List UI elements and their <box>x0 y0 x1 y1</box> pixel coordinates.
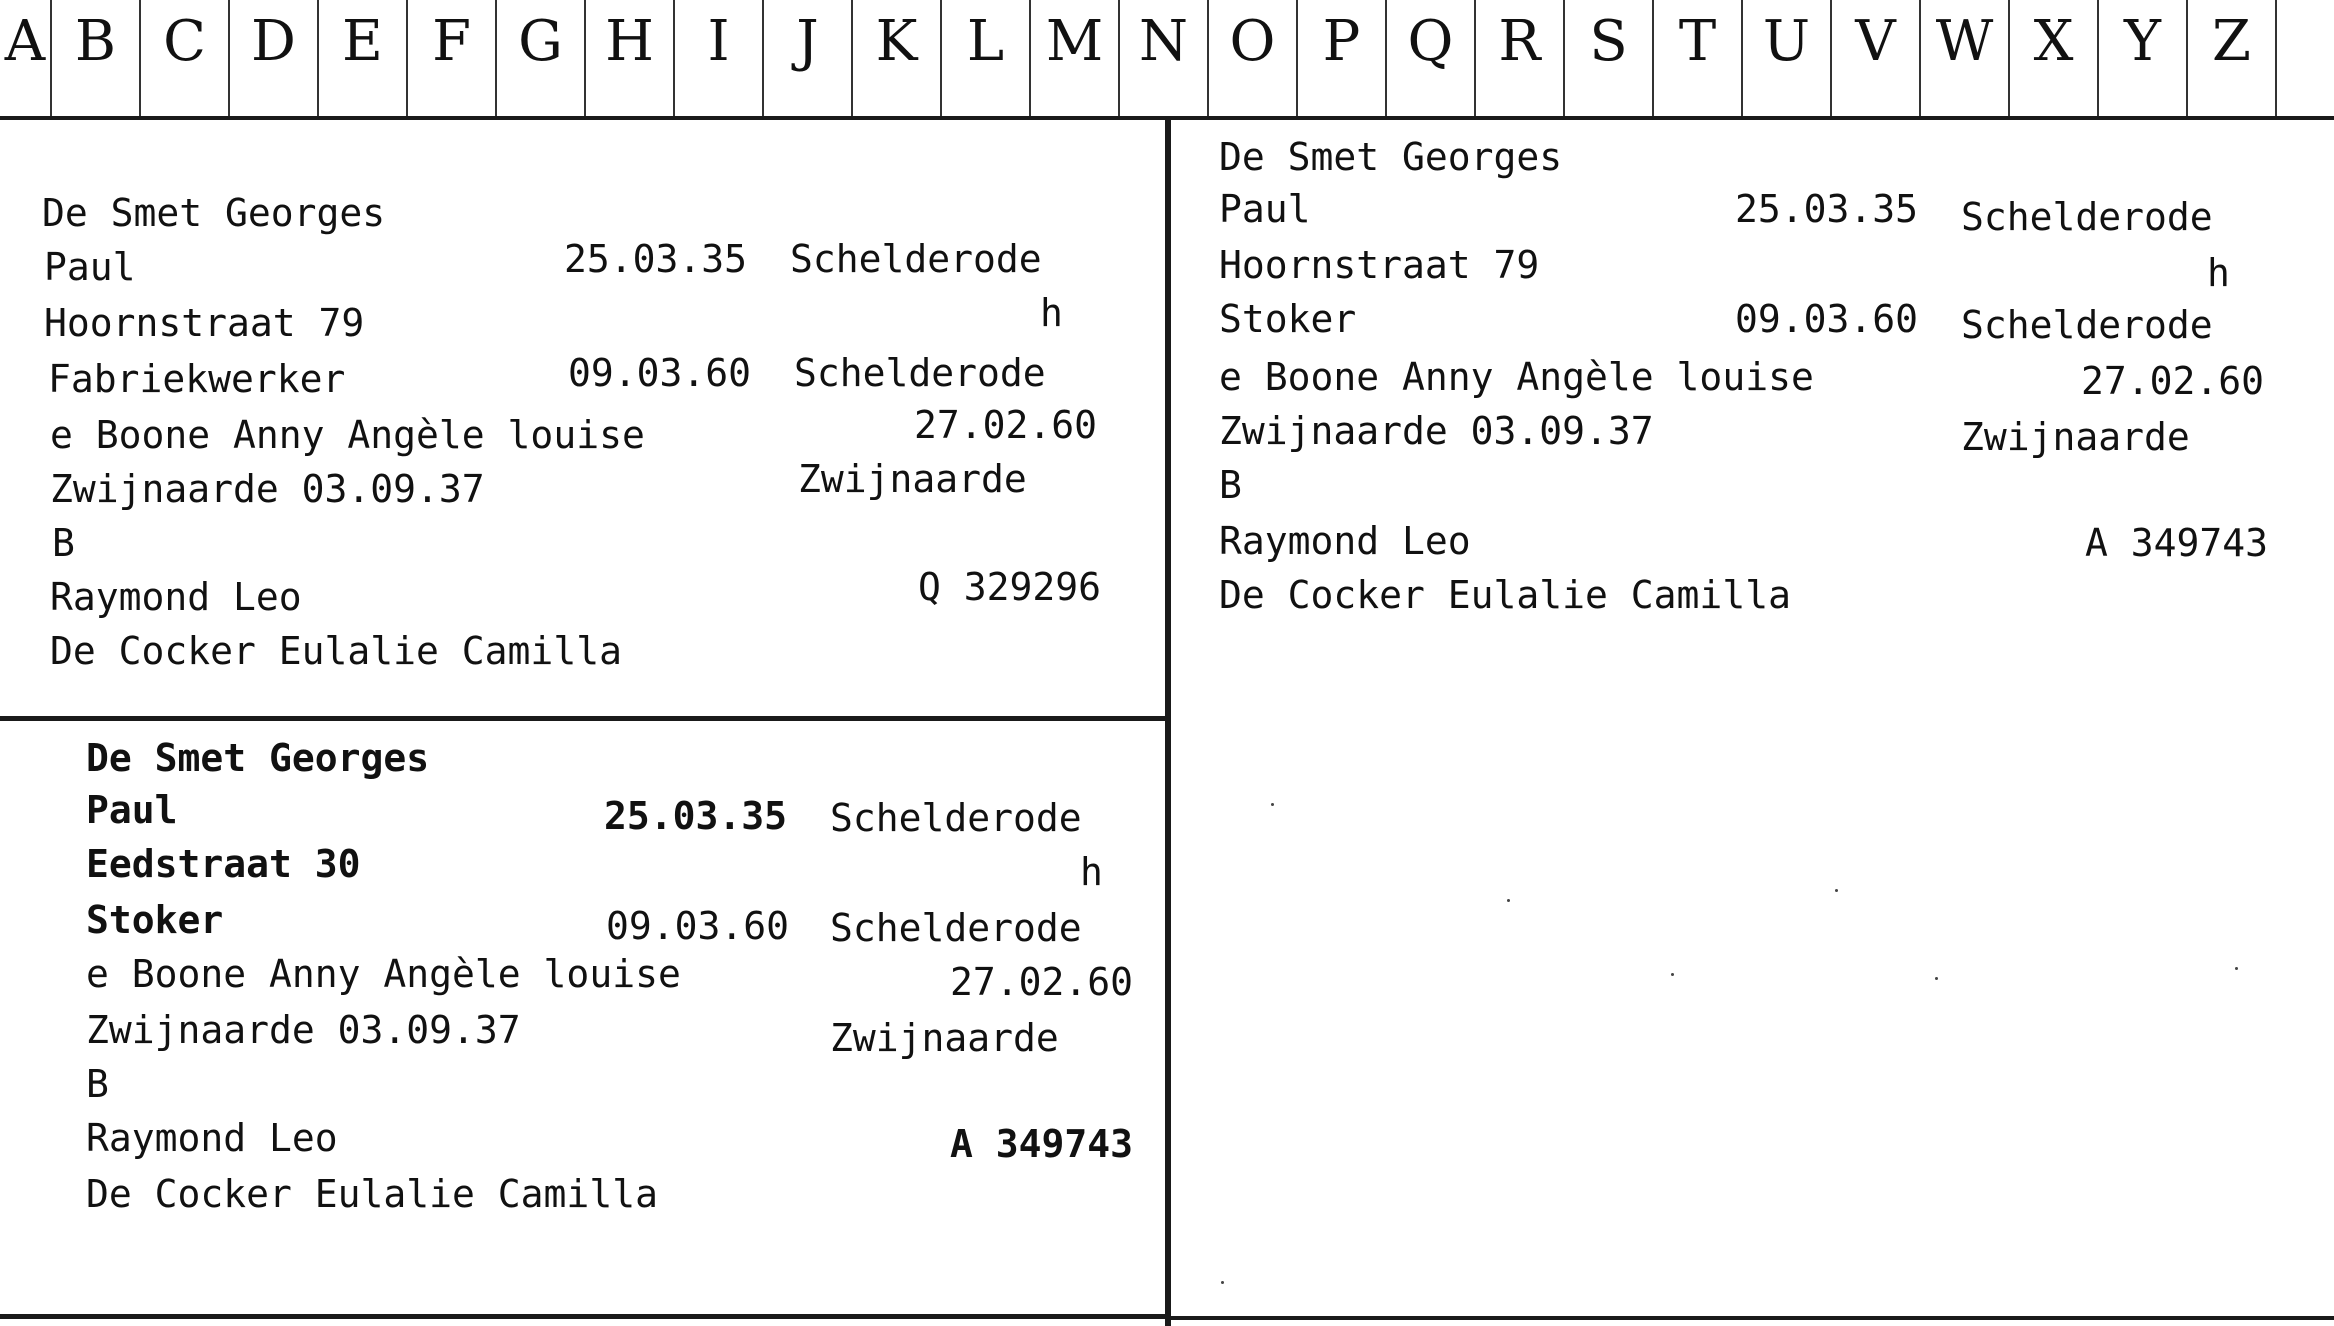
card-mother: De Cocker Eulalie Camilla <box>1219 573 1791 617</box>
alphabet-tab-k[interactable]: K <box>853 0 942 116</box>
alphabet-tab-d[interactable]: D <box>230 0 319 116</box>
card-marker: h <box>1040 291 1063 335</box>
card-first-name: Paul <box>1219 187 1311 231</box>
scan-speck <box>1671 973 1674 976</box>
card-id-number: Q 329296 <box>918 565 1102 609</box>
alphabet-tab-n[interactable]: N <box>1120 0 1209 116</box>
card-marriage-date: 09.03.60 <box>1735 297 1919 341</box>
card-id-number: A 349743 <box>2085 521 2269 565</box>
alphabet-tab-q[interactable]: Q <box>1387 0 1476 116</box>
card-marriage-date: 09.03.60 <box>568 351 752 395</box>
alphabet-tab-p[interactable]: P <box>1298 0 1387 116</box>
card-code: B <box>1219 463 1242 507</box>
card-spouse-birth: Zwijnaarde 03.09.37 <box>50 467 485 511</box>
card-marriage-place: Schelderode <box>794 351 1046 395</box>
card-marriage-place: Schelderode <box>830 906 1082 950</box>
card-marriage-place: Schelderode <box>1961 303 2213 347</box>
card-birth-date: 25.03.35 <box>604 794 788 838</box>
record-card-2 <box>1171 120 2334 716</box>
card-first-name: Paul <box>44 245 136 289</box>
card-spouse: e Boone Anny Angèle louise <box>1219 355 1814 399</box>
alphabet-tab-u[interactable]: U <box>1743 0 1832 116</box>
alphabet-tab-i[interactable]: I <box>675 0 764 116</box>
record-card-1 <box>0 120 1165 716</box>
card-spouse-place: Zwijnaarde <box>1961 415 2190 459</box>
alphabet-tab-l[interactable]: L <box>942 0 1031 116</box>
alphabet-tab-b[interactable]: B <box>52 0 141 116</box>
card-occupation: Stoker <box>86 898 224 942</box>
scan-speck <box>1221 1281 1224 1284</box>
scan-speck <box>1271 803 1274 806</box>
card-date-2: 27.02.60 <box>2081 359 2265 403</box>
card-spouse-place: Zwijnaarde <box>830 1016 1059 1060</box>
scan-speck <box>1835 889 1838 892</box>
card-birth-place: Schelderode <box>790 237 1042 281</box>
card-spouse: e Boone Anny Angèle louise <box>86 952 681 996</box>
card-spouse-birth: Zwijnaarde 03.09.37 <box>1219 409 1654 453</box>
card-father: Raymond Leo <box>86 1116 338 1160</box>
alphabet-tab-o[interactable]: O <box>1209 0 1298 116</box>
scan-speck <box>1935 977 1938 980</box>
alphabet-tab-x[interactable]: X <box>2010 0 2099 116</box>
card-birth-place: Schelderode <box>1961 195 2213 239</box>
record-card-3 <box>0 721 1165 1314</box>
card-address: Hoornstraat 79 <box>44 301 365 345</box>
card-date-2: 27.02.60 <box>914 403 1098 447</box>
alphabet-tab-t[interactable]: T <box>1654 0 1743 116</box>
alphabet-tab-m[interactable]: M <box>1031 0 1120 116</box>
alphabet-tab-g[interactable]: G <box>497 0 586 116</box>
card-mother: De Cocker Eulalie Camilla <box>86 1172 658 1216</box>
alphabet-tab-c[interactable]: C <box>141 0 230 116</box>
alphabet-tab-z[interactable]: Z <box>2188 0 2277 116</box>
card-marker: h <box>2207 251 2230 295</box>
card-first-name: Paul <box>86 788 178 832</box>
alphabet-tab-v[interactable]: V <box>1832 0 1921 116</box>
card-father: Raymond Leo <box>1219 519 1471 563</box>
scan-speck <box>1507 899 1510 902</box>
alphabet-tab-s[interactable]: S <box>1565 0 1654 116</box>
card-name: De Smet Georges <box>1219 135 1563 179</box>
card-spouse-birth: Zwijnaarde 03.09.37 <box>86 1008 521 1052</box>
alphabet-tab-w[interactable]: W <box>1921 0 2010 116</box>
card-marriage-date: 09.03.60 <box>606 904 790 948</box>
bottom-border-left <box>0 1314 1165 1319</box>
alphabet-tab-a[interactable]: A <box>0 0 52 116</box>
card-address: Hoornstraat 79 <box>1219 243 1540 287</box>
scan-speck <box>2235 967 2238 970</box>
card-birth-place: Schelderode <box>830 796 1082 840</box>
card-mother: De Cocker Eulalie Camilla <box>50 629 622 673</box>
card-name: De Smet Georges <box>86 736 430 780</box>
alphabet-tab-r[interactable]: R <box>1476 0 1565 116</box>
card-birth-date: 25.03.35 <box>1735 187 1919 231</box>
card-code: B <box>52 521 75 565</box>
bottom-border-right <box>1171 1316 2334 1320</box>
record-card-empty <box>1171 721 2334 1316</box>
card-id-number: A 349743 <box>950 1122 1134 1166</box>
card-birth-date: 25.03.35 <box>564 237 748 281</box>
alphabet-tab-e[interactable]: E <box>319 0 408 116</box>
alphabet-tab-h[interactable]: H <box>586 0 675 116</box>
card-spouse: e Boone Anny Angèle louise <box>50 413 645 457</box>
card-address: Eedstraat 30 <box>86 842 361 886</box>
card-date-2: 27.02.60 <box>950 960 1134 1004</box>
card-occupation: Stoker <box>1219 297 1357 341</box>
alphabet-tab-y[interactable]: Y <box>2099 0 2188 116</box>
card-marker: h <box>1080 850 1103 894</box>
alphabet-index-strip <box>0 0 2334 120</box>
card-code: B <box>86 1062 109 1106</box>
card-spouse-place: Zwijnaarde <box>798 457 1027 501</box>
card-occupation: Fabriekwerker <box>48 357 346 401</box>
alphabet-tab-j[interactable]: J <box>764 0 853 116</box>
card-name: De Smet Georges <box>42 191 386 235</box>
alphabet-tab-f[interactable]: F <box>408 0 497 116</box>
card-father: Raymond Leo <box>50 575 302 619</box>
